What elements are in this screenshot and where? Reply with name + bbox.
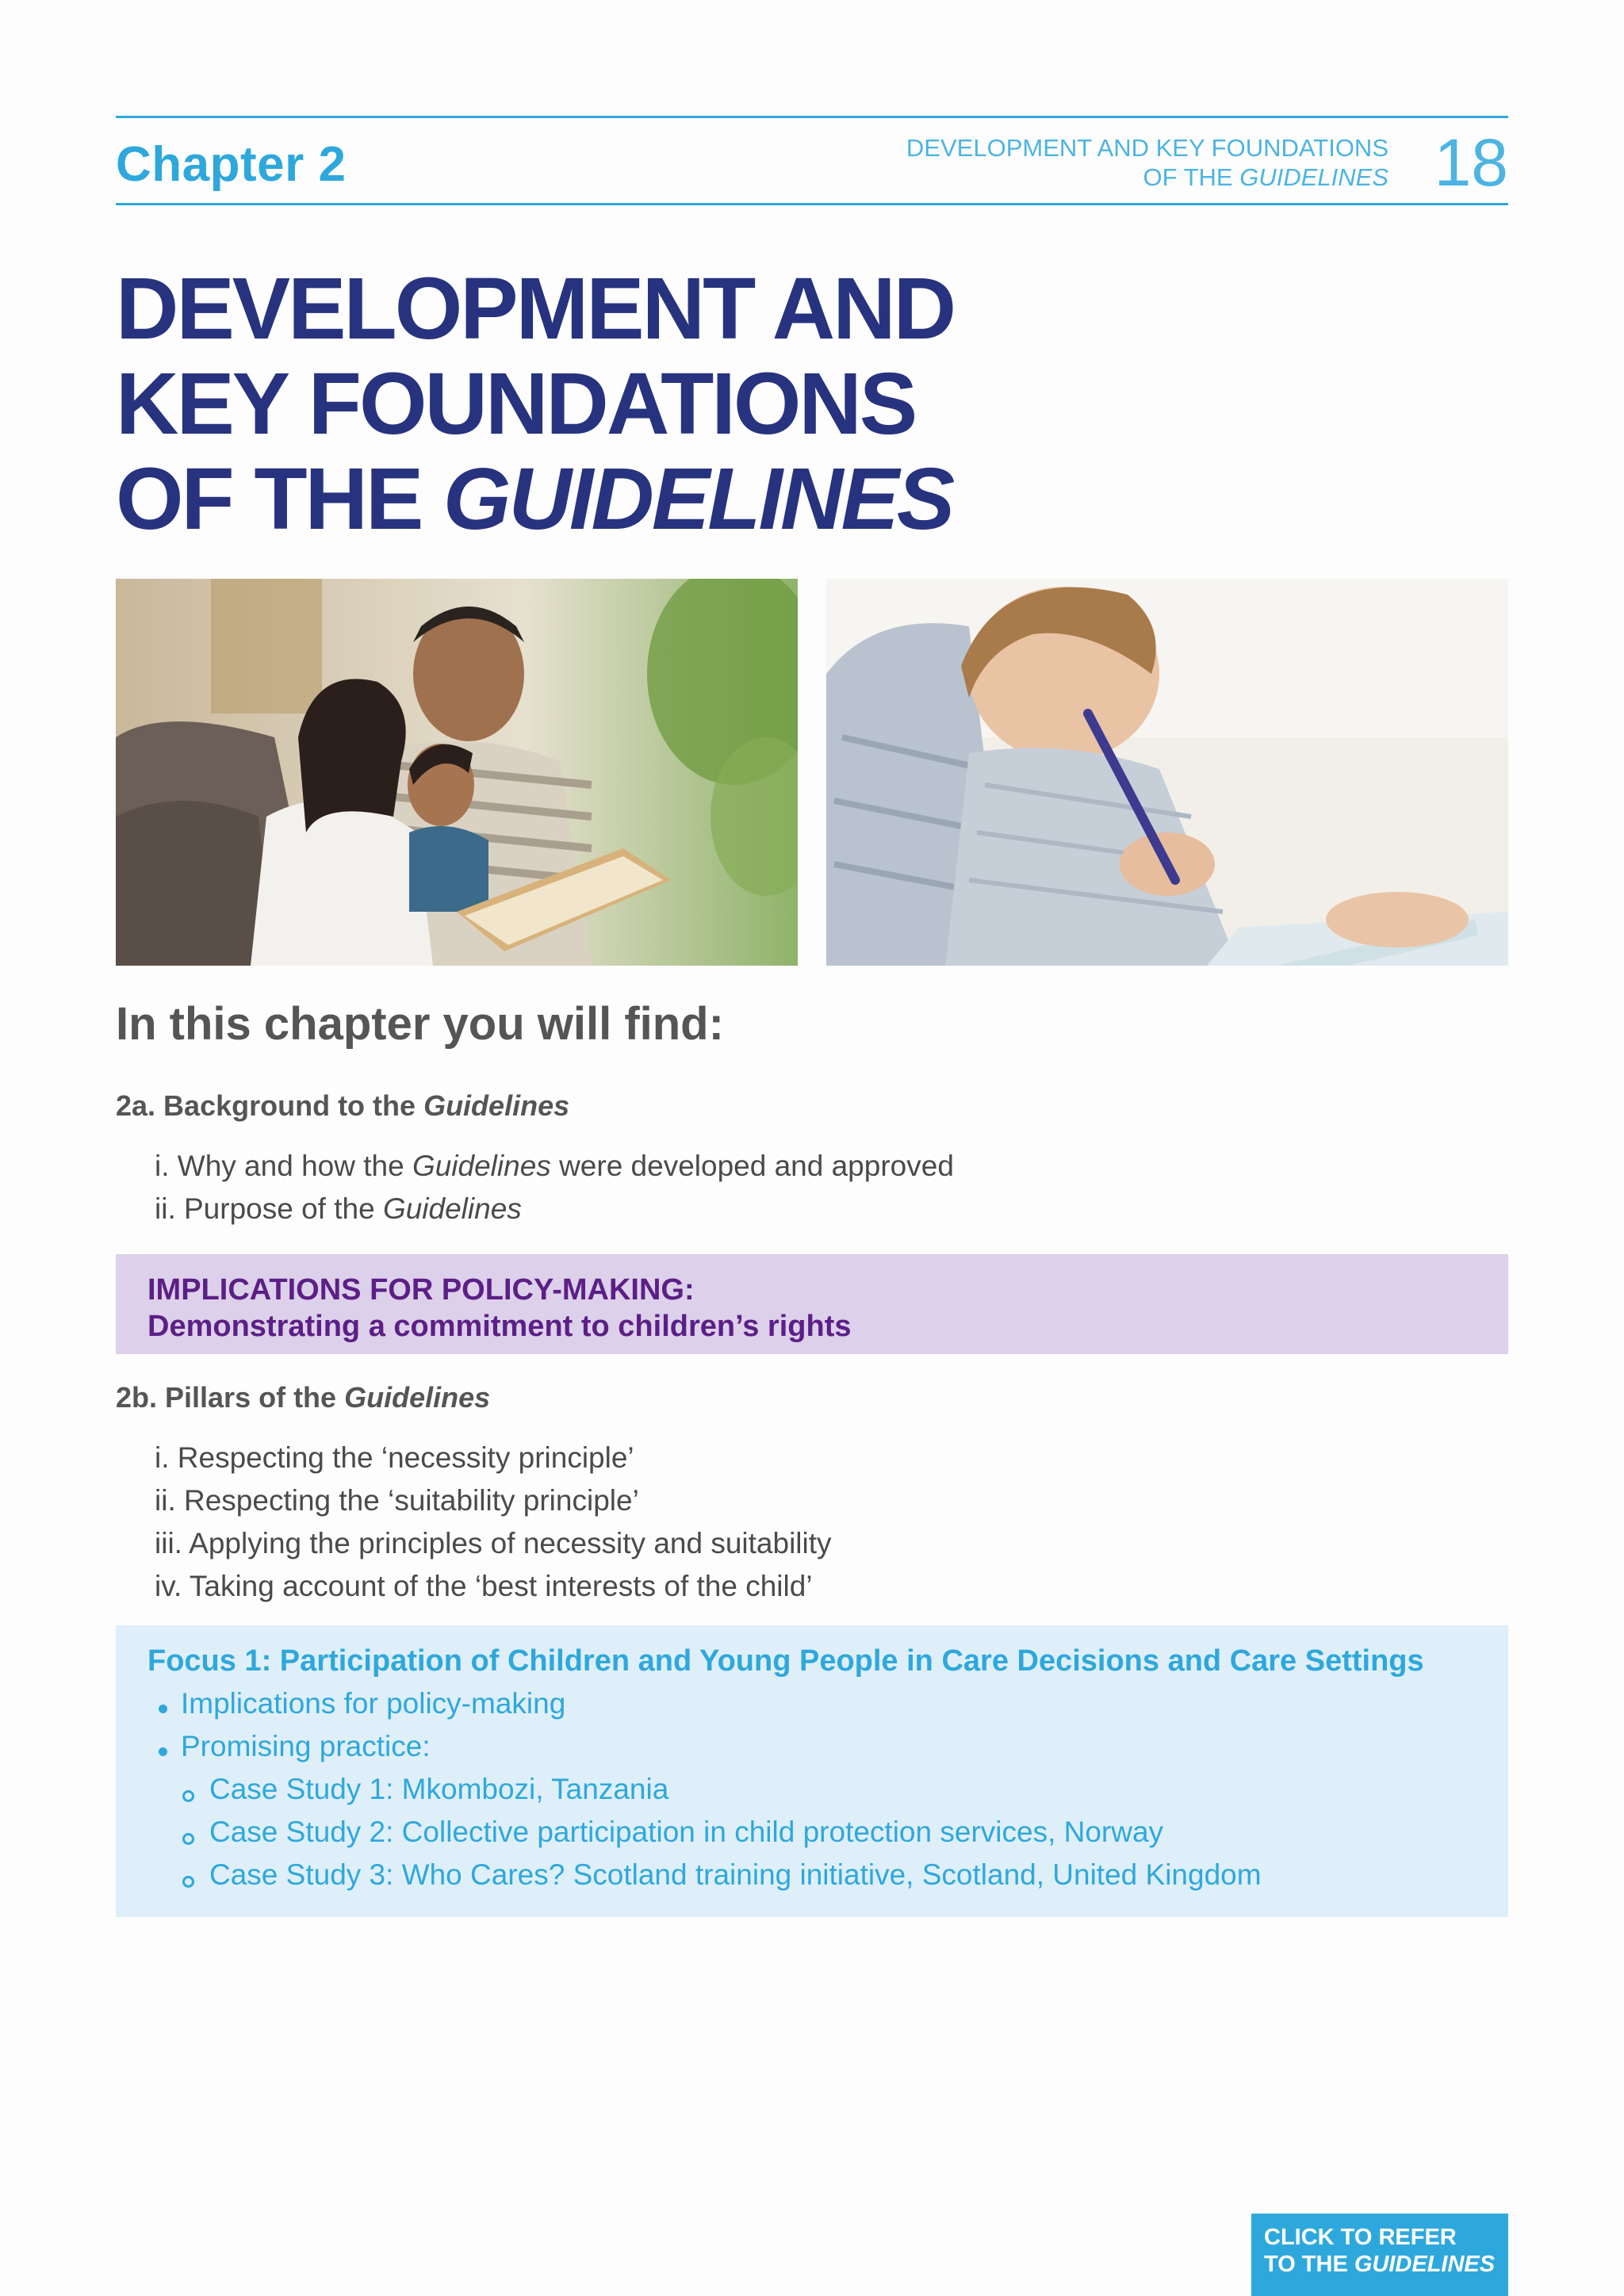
item-italic: Guidelines: [412, 1150, 551, 1182]
chapter-title: [116, 262, 954, 547]
chapter-title-line2: KEY FOUNDATIONS: [116, 355, 916, 453]
running-title-italic: GUIDELINES: [1239, 163, 1388, 191]
running-title-prefix: OF THE: [1143, 163, 1240, 191]
bullet-ring-icon: [182, 1876, 194, 1888]
case-study-item: Case Study 2: Collective participation in child protection services, Norway: [209, 1816, 1164, 1848]
item-text: i. Why and how the: [155, 1150, 412, 1182]
section-2a-item-2: [155, 1188, 954, 1230]
contents-heading: In this chapter you will find:: [116, 998, 724, 1050]
section-2b-item: i. Respecting the ‘necessity principle’: [155, 1441, 634, 1474]
bullet-dot-icon: [159, 1747, 167, 1756]
bullet-dot-icon: [159, 1705, 167, 1713]
section-2b-heading: [116, 1381, 490, 1414]
item-text: were developed and approved: [550, 1150, 954, 1182]
section-2a-italic: Guidelines: [423, 1089, 570, 1122]
section-2b-item: iii. Applying the principles of necessity and suitability: [155, 1527, 832, 1559]
section-2a-item-1: [155, 1145, 954, 1188]
chapter-title-italic: GUIDELINES: [442, 450, 953, 548]
case-study-item: Case Study 1: Mkombozi, Tanzania: [209, 1773, 669, 1805]
bullet-ring-icon: [182, 1790, 194, 1802]
refer-button-prefix: TO THE: [1264, 2252, 1354, 2277]
policy-box-title: IMPLICATIONS FOR POLICY-MAKING:: [147, 1273, 695, 1307]
chapter-title-prefix: OF THE: [116, 450, 443, 548]
refer-button-line2: [1264, 2252, 1495, 2278]
section-2b-italic: Guidelines: [344, 1381, 491, 1414]
page-number: 18: [1434, 125, 1508, 200]
focus-bullet: Promising practice:: [181, 1730, 431, 1762]
section-2a-prefix: 2a. Background to the: [116, 1089, 424, 1122]
running-title-line1: DEVELOPMENT AND KEY FOUNDATIONS: [906, 134, 1388, 162]
header-bottom-rule: [116, 203, 1508, 205]
focus-box-title: Focus 1: Participation of Children and Young People in Care Decisions and Care Settings: [147, 1644, 1424, 1678]
section-2a-heading: [116, 1089, 569, 1123]
item-italic: Guidelines: [382, 1192, 522, 1225]
refer-button-line1: CLICK TO REFER: [1264, 2225, 1457, 2250]
section-2b-item: ii. Respecting the ‘suitability principle’: [155, 1484, 639, 1517]
section-2b-items: [155, 1437, 832, 1608]
focus-box: [116, 1625, 1508, 1917]
family-reading-photo: [116, 579, 798, 966]
bullet-ring-icon: [182, 1833, 194, 1845]
running-title: [906, 133, 1388, 192]
boy-writing-photo: [826, 579, 1508, 966]
chapter-title-line1: DEVELOPMENT AND: [116, 260, 955, 358]
chapter-label: Chapter 2: [116, 137, 347, 192]
chapter-title-line3: [116, 452, 954, 547]
refer-button-italic: GUIDELINES: [1354, 2252, 1496, 2277]
policy-box-subtitle: Demonstrating a commitment to children’s rights: [147, 1310, 852, 1343]
item-text: ii. Purpose of the: [155, 1192, 383, 1225]
header-top-rule: [116, 116, 1508, 118]
case-study-item: Case Study 3: Who Cares? Scotland training initiative, Scotland, United Kingdom: [209, 1858, 1262, 1891]
refer-to-guidelines-button[interactable]: [1251, 2214, 1508, 2296]
section-2b-prefix: 2b. Pillars of the: [116, 1381, 345, 1414]
focus-bullet: Implications for policy-making: [181, 1687, 566, 1720]
running-title-line2: [906, 163, 1388, 192]
section-2b-item: iv. Taking account of the ‘best interests of the child’: [155, 1570, 813, 1602]
section-2a-items: [155, 1145, 954, 1230]
policy-implications-box: [116, 1254, 1508, 1354]
